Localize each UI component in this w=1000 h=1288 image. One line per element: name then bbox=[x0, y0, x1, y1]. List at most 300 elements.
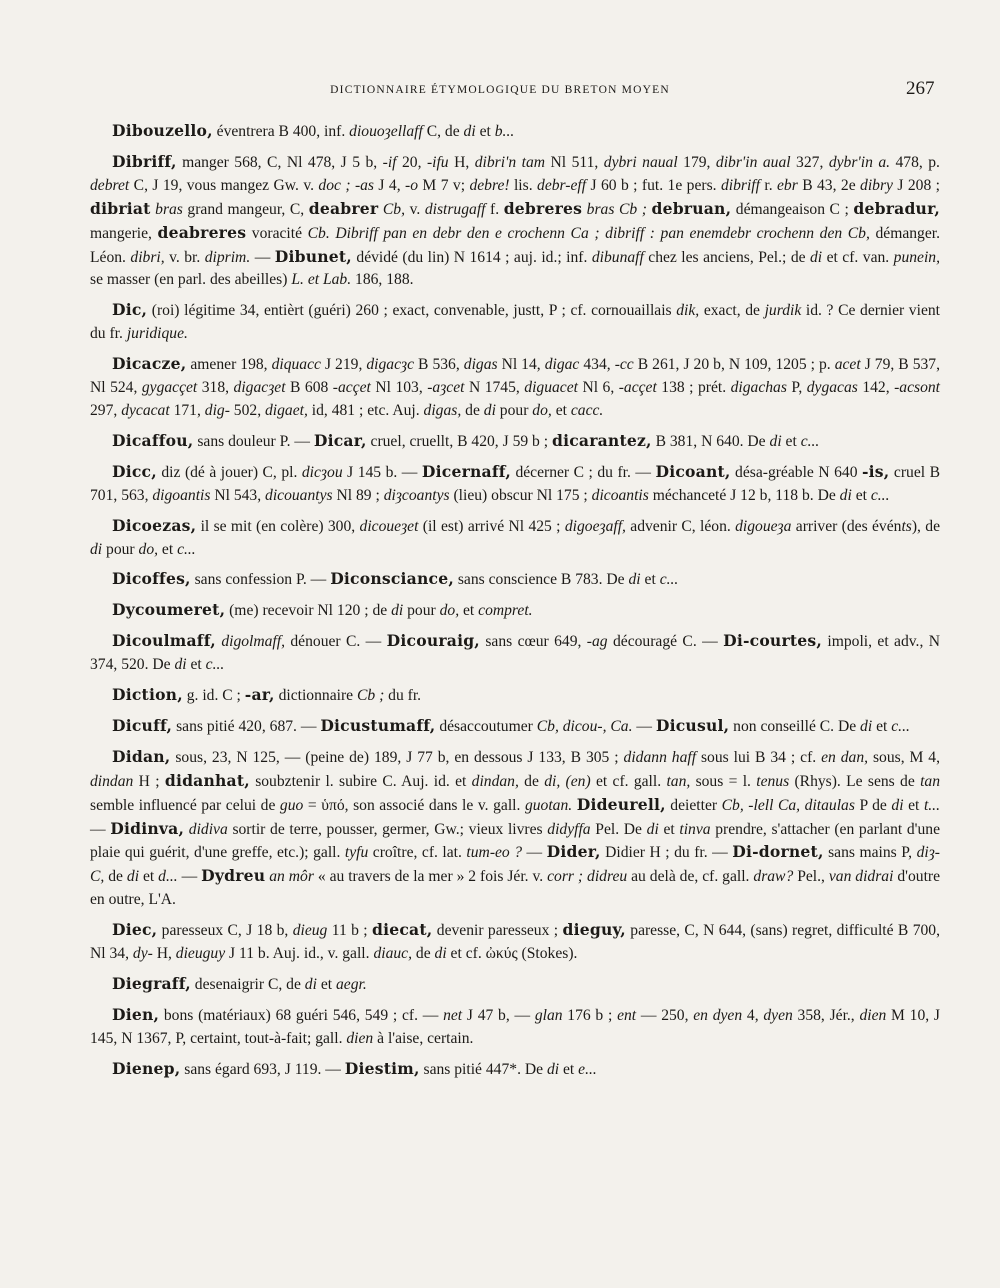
entry-text: dénouer C. — bbox=[285, 633, 387, 651]
italic-form: debr-eff bbox=[537, 176, 587, 194]
headword: debradur, bbox=[853, 198, 941, 218]
italic-form: -acçet bbox=[332, 379, 371, 397]
headword: Didan, bbox=[112, 746, 171, 766]
entry-text: 138 ; prét. bbox=[656, 379, 731, 397]
entry-text: découragé C. — bbox=[607, 633, 724, 651]
headword: Dicc, bbox=[112, 461, 157, 481]
italic-form: di bbox=[810, 248, 823, 266]
entry-text: sous lui B 34 ; cf. bbox=[696, 748, 822, 766]
entry-text: H, bbox=[448, 153, 475, 171]
headword: debruan, bbox=[651, 198, 732, 218]
italic-form: Cb, bbox=[721, 796, 744, 814]
italic-form: dindan bbox=[90, 772, 134, 790]
italic-form: dicouantys bbox=[265, 486, 333, 504]
italic-form: c... bbox=[659, 571, 679, 589]
entry-text: 4, bbox=[742, 1006, 764, 1024]
italic-form: dik, bbox=[676, 302, 700, 320]
entry-text: et bbox=[851, 486, 871, 504]
entry-text: paresseux C, J 18 b, bbox=[157, 922, 293, 940]
headword: Dicaffou, bbox=[112, 430, 194, 450]
entry-text: (lieu) obscur Nl 175 ; bbox=[449, 486, 592, 504]
italic-form: digoeȝaff, bbox=[564, 517, 626, 535]
entry-text: J 60 b ; fut. 1e pers. bbox=[586, 176, 721, 194]
entry-text: et bbox=[459, 602, 479, 620]
entry-text: non conseillé C. De bbox=[729, 717, 861, 735]
italic-form: dieug bbox=[292, 922, 328, 940]
entry-text: C, de bbox=[422, 123, 464, 140]
italic-form: dien bbox=[346, 1029, 374, 1047]
italic-form: dicoueȝet bbox=[359, 517, 419, 535]
italic-form: Cb ; bbox=[356, 687, 385, 705]
headword: Dideurell, bbox=[576, 794, 666, 814]
italic-form: -acçet bbox=[618, 379, 657, 397]
italic-form: guo bbox=[279, 796, 304, 814]
page-number: 267 bbox=[906, 78, 935, 99]
italic-form: cacc. bbox=[570, 401, 604, 419]
running-head: DICTIONNAIRE ÉTYMOLOGIQUE DU BRETON MOYEN bbox=[330, 84, 670, 96]
entry-text: et bbox=[186, 656, 206, 674]
italic-form: digas bbox=[463, 356, 498, 374]
entry-text: — bbox=[522, 844, 547, 862]
entry-text: pour bbox=[102, 540, 139, 558]
entry-text: (me) recevoir Nl 120 ; de bbox=[225, 602, 392, 620]
italic-form: di bbox=[483, 401, 496, 419]
italic-form: doc ; -as bbox=[318, 176, 375, 194]
headword: Didinva, bbox=[110, 818, 185, 838]
entry-text: et bbox=[872, 717, 892, 735]
entry-text: amener 198, bbox=[186, 356, 272, 374]
italic-form: diguacet bbox=[524, 379, 578, 397]
entry-text: — 250, bbox=[636, 1006, 694, 1024]
dictionary-entry bbox=[90, 630, 940, 677]
italic-form: tinva bbox=[679, 820, 711, 838]
entry-text: Nl 103, bbox=[370, 379, 428, 397]
entry-text: H, bbox=[152, 945, 176, 963]
entry-text: et bbox=[158, 540, 178, 558]
headword: dicarantez, bbox=[551, 430, 652, 450]
italic-form: draw? bbox=[753, 868, 794, 886]
italic-form: dibriff bbox=[720, 176, 760, 194]
italic-form: net bbox=[443, 1006, 463, 1024]
entry-text: 327, bbox=[790, 153, 829, 171]
entry-text: méchanceté J 12 b, 118 b. De bbox=[648, 486, 840, 504]
entry-text: sous, M 4, bbox=[868, 748, 941, 766]
italic-form: -ag bbox=[586, 633, 608, 651]
entry-text: éventrera B 400, inf. bbox=[212, 123, 350, 140]
headword: Dicacze, bbox=[112, 354, 187, 374]
entry-text: 171, bbox=[169, 401, 205, 419]
italic-form: digas, bbox=[423, 401, 462, 419]
entry-text: (Rhys). Le sens de bbox=[789, 772, 921, 790]
entry-text: et bbox=[781, 432, 801, 450]
entry-text: sans mains P, bbox=[823, 844, 917, 862]
headword: Dienep, bbox=[112, 1058, 181, 1078]
entry-text: Nl 543, bbox=[210, 486, 266, 504]
entry-text: 179, bbox=[677, 153, 716, 171]
entry-text: de bbox=[104, 868, 127, 886]
entry-text: 434, bbox=[579, 356, 615, 374]
entry-text: sous, 23, N 125, — (peine de) 189, J 77 b, en dessous J 133, B 305 ; bbox=[170, 748, 624, 766]
entry-text: id. ? Ce dernier vient du fr. bbox=[90, 302, 940, 343]
italic-form: dibunaff bbox=[591, 248, 644, 266]
entry-text: grand mangeur, C, bbox=[182, 200, 309, 218]
italic-form: tan, bbox=[666, 772, 691, 790]
italic-form: do, bbox=[138, 540, 159, 558]
italic-form: dig- bbox=[204, 401, 230, 419]
italic-form: diquacc bbox=[271, 356, 321, 374]
italic-form: ditaulas bbox=[804, 796, 855, 814]
entry-text: — bbox=[632, 717, 656, 735]
entry-text: J 47 b, — bbox=[462, 1006, 535, 1024]
headword: dieguy, bbox=[562, 920, 626, 940]
entry-text: P de bbox=[854, 796, 892, 814]
entry-text: impoli, et adv., N 374, 520. De bbox=[90, 633, 940, 674]
entry-text: de bbox=[412, 945, 435, 963]
italic-form: bras bbox=[155, 200, 183, 218]
entry-text: 318, bbox=[197, 379, 234, 397]
entry-text: C, J 19, vous mangez Gw. v. bbox=[129, 176, 319, 194]
italic-form: di bbox=[891, 796, 904, 814]
headword: Dicoffes, bbox=[112, 569, 191, 589]
headword: Diestim, bbox=[344, 1058, 420, 1078]
italic-form: Cb. Dibriff pan en debr den e crochenn Ca ; dibriff : pan enemdebr crochenn den Cb, bbox=[307, 224, 870, 242]
italic-form: diȝ- C, bbox=[90, 844, 940, 886]
dictionary-entry bbox=[90, 568, 940, 592]
entry-text: f. bbox=[485, 200, 504, 218]
italic-form: guotan. bbox=[524, 796, 573, 814]
entry-text: J 208 ; bbox=[892, 176, 940, 194]
headword: deabrer bbox=[308, 198, 379, 218]
italic-form: compret. bbox=[478, 602, 533, 620]
entry-text: pour bbox=[495, 401, 533, 419]
entry-text: et bbox=[139, 868, 159, 886]
dictionary-entry bbox=[90, 1004, 940, 1051]
headword: Dicustumaff, bbox=[320, 715, 436, 735]
entry-text: et cf. van. bbox=[822, 248, 894, 266]
italic-form: dibr'in aual bbox=[715, 153, 791, 171]
entry-text: sortir de terre, pousser, germer, Gw.; vieux livres bbox=[227, 820, 548, 838]
entry-text: croître, cf. lat. bbox=[368, 844, 467, 862]
italic-form: di bbox=[174, 656, 187, 674]
italic-form: didann haff bbox=[623, 748, 697, 766]
italic-form: debre! bbox=[469, 176, 510, 194]
entry-text: B 536, bbox=[414, 356, 464, 374]
entry-text: et bbox=[559, 1060, 579, 1078]
italic-form: di bbox=[304, 976, 317, 993]
entry-text: id, 481 ; etc. Auj. bbox=[307, 401, 424, 419]
entry-text: devenir paresseux ; bbox=[432, 922, 563, 940]
entry-text: semble influencé par celui de bbox=[90, 796, 280, 814]
entry-text: Nl 511, bbox=[545, 153, 604, 171]
entry-text: g. id. C ; bbox=[182, 687, 245, 705]
italic-form: digoueȝa bbox=[735, 517, 792, 535]
entry-text: et cf. gall. bbox=[590, 772, 667, 790]
dictionary-entry bbox=[90, 461, 940, 508]
italic-form: -o bbox=[405, 176, 419, 194]
entry-text: manger 568, C, Nl 478, J 5 b, bbox=[176, 153, 383, 171]
italic-form: dicȝou bbox=[301, 463, 343, 481]
entry-text: Pel., bbox=[793, 868, 829, 886]
entry-text: ), de bbox=[911, 517, 940, 535]
italic-form: di bbox=[463, 123, 476, 140]
entry-text: sous = l. bbox=[690, 772, 757, 790]
entry-text: 358, Jér., bbox=[792, 1006, 860, 1024]
entry-text: sans conscience B 783. De bbox=[453, 571, 629, 589]
entry-text: — bbox=[250, 248, 275, 266]
italic-form: dybri naual bbox=[603, 153, 678, 171]
headword: deabreres bbox=[157, 222, 247, 242]
entry-text: N 1745, bbox=[464, 379, 525, 397]
italic-form: t... bbox=[923, 796, 940, 814]
italic-form: dibri'n tam bbox=[474, 153, 546, 171]
italic-form: en dyen bbox=[693, 1006, 743, 1024]
headword: Dicoezas, bbox=[112, 515, 197, 535]
entry-text: M 10, J 145, N 1367, P, certaint, tout-à-fait; gall. bbox=[90, 1006, 940, 1047]
entry-text: v. bbox=[405, 200, 425, 218]
entry-text: lis. bbox=[509, 176, 538, 194]
italic-form: dieuguy bbox=[175, 945, 226, 963]
entry-text: — bbox=[90, 820, 111, 838]
italic-form: digaet, bbox=[265, 401, 308, 419]
dictionary-entry bbox=[90, 684, 940, 708]
entry-text: deietter bbox=[665, 796, 722, 814]
italic-form: di, (en) bbox=[544, 772, 591, 790]
italic-form: an môr bbox=[269, 868, 314, 886]
italic-form: dycacat bbox=[121, 401, 170, 419]
dictionary-entry bbox=[90, 515, 940, 562]
entry-text: P, bbox=[786, 379, 807, 397]
italic-form: punein, bbox=[893, 248, 940, 266]
headword: Dicoulmaff, bbox=[112, 631, 216, 651]
headword: Di-courtes, bbox=[723, 631, 823, 651]
entry-text: sans confession P. — bbox=[190, 571, 331, 589]
italic-form: -ifu bbox=[426, 153, 449, 171]
entry-text: 20, bbox=[396, 153, 427, 171]
italic-form: c... bbox=[800, 432, 820, 450]
italic-form: di bbox=[839, 486, 852, 504]
italic-form: c... bbox=[870, 486, 890, 504]
italic-form: dyen bbox=[763, 1006, 793, 1024]
italic-form: bras Cb ; bbox=[586, 200, 647, 218]
entry-text: 142, bbox=[857, 379, 895, 397]
entry-text: r. bbox=[759, 176, 777, 194]
italic-form: d... bbox=[158, 868, 178, 886]
italic-form: en dan, bbox=[821, 748, 869, 766]
entry-text: se masser (en parl. des abeilles) bbox=[90, 271, 292, 289]
headword: Dicernaff, bbox=[421, 461, 511, 481]
italic-form: Cb, dicou-, Ca. bbox=[536, 717, 633, 735]
italic-form: ts bbox=[901, 517, 912, 535]
entry-text: Didier H ; du fr. — bbox=[600, 844, 733, 862]
italic-form: di bbox=[628, 571, 641, 589]
italic-form: do, bbox=[439, 602, 460, 620]
italic-form: tenus bbox=[756, 772, 790, 790]
italic-form: Cb, bbox=[382, 200, 406, 218]
headword: -is, bbox=[862, 461, 890, 481]
italic-form: tum-eo ? bbox=[466, 844, 523, 862]
entry-text: désaccoutumer bbox=[435, 717, 537, 735]
entry-text: démanger. Léon. bbox=[90, 224, 940, 266]
headword: Diec, bbox=[112, 920, 158, 940]
entry-text: cruel B 701, 563, bbox=[90, 463, 940, 504]
italic-form: c... bbox=[891, 717, 910, 735]
entry-text: d'outre en outre, L'A. bbox=[90, 868, 941, 909]
dictionary-entry bbox=[90, 430, 940, 454]
dictionary-entries bbox=[90, 120, 940, 1089]
entry-text: cruel, cruellt, B 420, J 59 b ; bbox=[366, 432, 552, 450]
entry-text: « au travers de la mer » 2 fois Jér. v. bbox=[313, 868, 548, 886]
headword: Dider, bbox=[546, 842, 601, 862]
headword: debreres bbox=[503, 198, 583, 218]
dictionary-entry bbox=[90, 299, 940, 346]
entry-text: dictionnaire bbox=[274, 687, 357, 705]
italic-form: do, bbox=[532, 401, 552, 419]
headword: Dibunet, bbox=[274, 246, 352, 266]
entry-text: J 4, bbox=[374, 176, 406, 194]
entry-text: desenaigrir C, de bbox=[190, 976, 305, 993]
italic-form: digacȝc bbox=[366, 356, 415, 374]
italic-form: diouoȝellaff bbox=[349, 123, 423, 140]
italic-form: juridique. bbox=[126, 325, 188, 343]
entry-text: 176 b ; bbox=[562, 1006, 618, 1024]
headword: Dicuff, bbox=[112, 715, 173, 735]
entry-text: et bbox=[640, 571, 660, 589]
italic-form: glan bbox=[534, 1006, 563, 1024]
entry-text: B 261, J 20 b, N 109, 1205 ; p. bbox=[633, 356, 835, 374]
entry-text: soubztenir l. subire C. Auj. id. et bbox=[249, 772, 472, 790]
headword: Dycoumeret, bbox=[112, 600, 226, 620]
italic-form: L. et Lab. bbox=[291, 271, 352, 289]
entry-text: Nl 14, bbox=[497, 356, 545, 374]
entry-text: sans douleur P. — bbox=[193, 432, 314, 450]
italic-form: di bbox=[860, 717, 873, 735]
italic-form: diȝcoantys bbox=[383, 486, 450, 504]
entry-text: sans cœur 649, bbox=[479, 633, 587, 651]
italic-form: jurdik bbox=[764, 302, 802, 320]
italic-form: corr ; didreu bbox=[547, 868, 628, 886]
dictionary-entry bbox=[90, 353, 940, 423]
italic-form: digolmaff, bbox=[221, 633, 285, 651]
entry-text: et cf. ὠκύς (Stokes). bbox=[446, 945, 578, 963]
entry-text: J 145 b. — bbox=[342, 463, 422, 481]
headword: Dibouzello, bbox=[112, 121, 213, 140]
dictionary-entry bbox=[90, 973, 940, 997]
entry-text: il se mit (en colère) 300, bbox=[196, 517, 360, 535]
entry-text: advenir C, léon. bbox=[625, 517, 736, 535]
entry-text: J 11 b. Auj. id., v. gall. bbox=[225, 945, 374, 963]
headword: Dibriff, bbox=[112, 151, 177, 171]
italic-form: digac bbox=[544, 356, 580, 374]
entry-text: 11 b ; bbox=[327, 922, 373, 940]
entry-text: H ; bbox=[133, 772, 165, 790]
headword: Dicouraig, bbox=[386, 631, 480, 651]
italic-form: distrugaff bbox=[424, 200, 486, 218]
entry-text: J 79, B 537, Nl 524, bbox=[90, 356, 940, 397]
entry-text: B 43, 2e bbox=[797, 176, 861, 194]
italic-form: dicoantis bbox=[591, 486, 649, 504]
italic-form: b... bbox=[494, 123, 515, 140]
entry-text: voracité bbox=[246, 224, 308, 242]
entry-text: sans pitié 420, 687. — bbox=[172, 717, 321, 735]
entry-text: décerner C ; du fr. — bbox=[510, 463, 656, 481]
entry-text: J 219, bbox=[320, 356, 367, 374]
italic-form: tan bbox=[920, 772, 941, 790]
entry-text: de bbox=[518, 772, 545, 790]
entry-text: pour bbox=[403, 602, 440, 620]
entry-text: à l'aise, certain. bbox=[373, 1029, 474, 1047]
italic-form: di bbox=[126, 868, 140, 886]
dictionary-entry bbox=[90, 120, 940, 144]
italic-form: -acsont bbox=[894, 379, 941, 397]
headword: diecat, bbox=[372, 920, 433, 940]
entry-text: et bbox=[658, 820, 680, 838]
entry-text: Nl 6, bbox=[577, 379, 619, 397]
italic-form: di bbox=[546, 1060, 560, 1078]
italic-form: didyffa bbox=[547, 820, 591, 838]
entry-text: diz (dé à jouer) C, pl. bbox=[156, 463, 302, 481]
entry-text: au delà de, cf. gall. bbox=[627, 868, 754, 886]
entry-text: et bbox=[903, 796, 924, 814]
italic-form: tyfu bbox=[344, 844, 369, 862]
headword: Diction, bbox=[112, 685, 183, 705]
italic-form: dindan, bbox=[471, 772, 519, 790]
entry-text: sans pitié 447*. De bbox=[419, 1060, 547, 1078]
italic-form: di bbox=[391, 602, 404, 620]
headword: Dien, bbox=[112, 1004, 160, 1024]
italic-form: digoantis bbox=[152, 486, 211, 504]
entry-text: — bbox=[177, 868, 202, 886]
entry-text: sans égard 693, J 119. — bbox=[180, 1060, 345, 1078]
italic-form: c... bbox=[205, 656, 225, 674]
entry-text: 186, 188. bbox=[351, 271, 414, 289]
headword: didanhat, bbox=[164, 770, 250, 790]
italic-form: e... bbox=[578, 1060, 597, 1078]
italic-form: di bbox=[434, 945, 447, 963]
dictionary-entry bbox=[90, 919, 940, 966]
entry-text: Pel. De bbox=[590, 820, 647, 838]
italic-form: -aȝcet bbox=[427, 379, 465, 397]
dictionary-entry bbox=[90, 715, 940, 739]
headword: Di-dornet, bbox=[732, 842, 824, 862]
dictionary-entry bbox=[90, 599, 940, 623]
headword: -ar, bbox=[244, 685, 275, 705]
italic-form: diauc, bbox=[373, 945, 412, 963]
headword: Dicusul, bbox=[655, 715, 730, 735]
dictionary-entry bbox=[90, 746, 940, 912]
italic-form: -if bbox=[382, 153, 397, 171]
italic-form: dien bbox=[859, 1006, 887, 1024]
italic-form: dybr'in a. bbox=[828, 153, 891, 171]
italic-form: di bbox=[90, 540, 103, 558]
entry-text: mangerie, bbox=[90, 224, 158, 242]
italic-form: dibry bbox=[860, 176, 893, 194]
italic-form: di bbox=[769, 432, 782, 450]
entry-text: dévidé (du lin) N 1614 ; auj. id.; inf. bbox=[351, 248, 592, 266]
headword: Dydreu bbox=[201, 866, 266, 886]
italic-form: digachas bbox=[730, 379, 787, 397]
entry-text: du fr. bbox=[384, 687, 422, 705]
italic-form: -cc bbox=[614, 356, 634, 374]
entry-text: 297, bbox=[90, 401, 122, 419]
entry-text: et bbox=[475, 123, 495, 140]
headword: Dic, bbox=[112, 300, 148, 320]
entry-text: prendre, s'attacher (en parlant d'une plaie qui guérit, d'une greffe, etc.); gall. bbox=[90, 820, 941, 862]
entry-text: chez les anciens, Pel.; de bbox=[643, 248, 810, 266]
italic-form: debret bbox=[90, 176, 130, 194]
italic-form: dy- bbox=[132, 945, 153, 963]
entry-text: 502, bbox=[229, 401, 265, 419]
italic-form: didiva bbox=[188, 820, 228, 838]
